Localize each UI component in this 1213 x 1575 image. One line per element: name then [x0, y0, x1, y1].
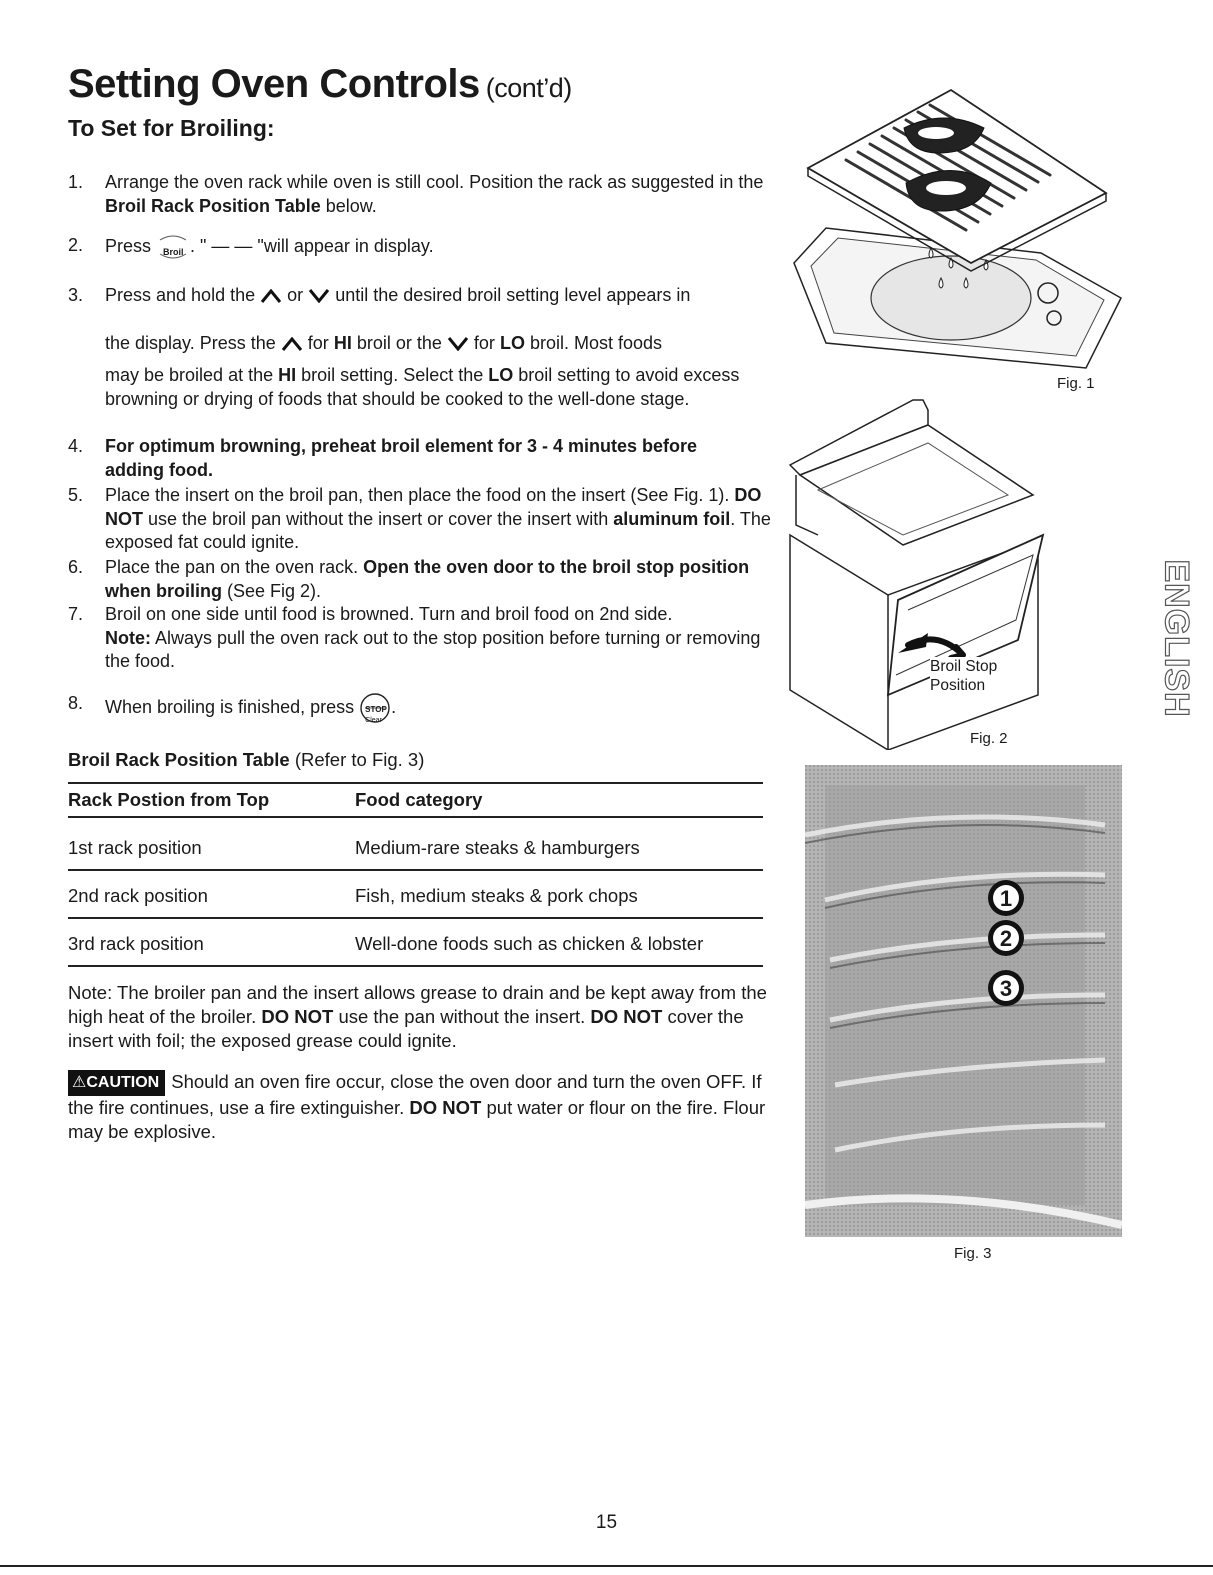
step-text-bold: Note: [105, 627, 151, 648]
table-header-cell: Rack Postion from Top [68, 789, 270, 810]
step-text-part: Broil on one side until food is browned. Turn and broil food on 2nd side. [105, 604, 673, 624]
step-text-bold: DO NOT [105, 485, 762, 529]
table-cell: Well-done foods such as chicken & lobster [355, 933, 704, 954]
table-rule [68, 965, 763, 967]
step-text-part: When broiling is finished, press [105, 696, 355, 717]
step-text [105, 171, 768, 218]
fig2-callout-line: Position [930, 677, 986, 694]
step-text-bold: For optimum browning, preheat broil element for 3 - 4 minutes before adding food. [105, 436, 698, 480]
step-text-part: for [473, 333, 495, 353]
step-text-part: use the broil pan without the insert or cover the insert with [143, 508, 614, 529]
table-header-cell: Food category [355, 789, 483, 810]
step-text-part: Always pull the oven rack out to the stop position before turning or removing the food. [105, 627, 761, 671]
table-rule [68, 869, 763, 871]
note-paragraph [68, 981, 768, 1053]
step-text-part: Place the pan on the oven rack. [105, 557, 364, 577]
step-number: 1. [68, 172, 84, 192]
table-caption-text: (Refer to Fig. 3) [289, 749, 425, 770]
step-text-part: or [287, 285, 304, 305]
up-arrow-icon [281, 337, 303, 351]
stop-key-label: STOP [365, 705, 387, 714]
step-8 [68, 692, 768, 724]
step-text-bold: Broil Rack Position Table [105, 195, 321, 216]
step-text [105, 484, 773, 555]
table-cell: Fish, medium steaks & pork chops [355, 885, 638, 906]
step-number: 6. [68, 557, 84, 577]
fig2-label: Fig. 2 [970, 730, 1008, 747]
rack-marker-3 [986, 968, 1026, 1008]
table-cell: 1st rack position [68, 837, 202, 858]
language-side-tab-label: ENGLISH [1157, 559, 1196, 718]
step-text-part: for [307, 333, 329, 353]
broil-key-icon [156, 234, 190, 260]
step-text-bold: LO [488, 365, 514, 385]
step-3 [68, 284, 788, 308]
note-text: cover the insert with foil; the exposed grease could ignite. [68, 1006, 744, 1051]
step-text-part: may be broiled at the [105, 365, 274, 385]
step-text-part: . [391, 696, 397, 717]
step-1 [68, 171, 768, 218]
table-cell: Medium-rare steaks & hamburgers [355, 837, 640, 858]
step-text-part: . " — — "will appear in display. [190, 235, 434, 256]
table-rule [68, 782, 763, 784]
note-bold: DO NOT [590, 1006, 663, 1027]
step-text [105, 234, 768, 260]
bottom-rule [0, 1565, 1213, 1567]
down-arrow-icon [308, 289, 330, 303]
table-rule [68, 917, 763, 919]
fig1-broil-pan-illustration [786, 88, 1131, 388]
step-2 [68, 234, 768, 260]
step-text-part: below. [320, 195, 377, 216]
language-side-tab [1156, 559, 1196, 718]
section-subtitle: To Set for Broiling: [68, 115, 275, 141]
table-cell: 3rd rack position [68, 933, 204, 954]
step-text-part: the display. Press the [105, 333, 276, 353]
page-title [68, 62, 572, 107]
table-rule [68, 816, 763, 818]
caution-badge-label: CAUTION [86, 1074, 160, 1091]
step-text-bold: Open the oven door to the broil stop position when broiling [105, 557, 750, 601]
rack-marker-1 [986, 878, 1026, 918]
step-text-bold: HI [278, 365, 297, 385]
note-bold: DO NOT [261, 1006, 334, 1027]
down-arrow-icon [447, 337, 469, 351]
step-text-part: broil or the [356, 333, 442, 353]
rack-marker-label: 3 [999, 976, 1013, 1001]
step-text-part: broil. Most foods [529, 333, 663, 353]
fig2-callout [930, 657, 997, 695]
step-text-part: until the desired broil setting level appears in [335, 285, 691, 305]
rack-marker-label: 1 [999, 886, 1013, 911]
rack-marker-2 [986, 918, 1026, 958]
step-text-line [105, 364, 783, 411]
step-text-part: Place the insert on the broil pan, then place the food on the insert (See Fig. 1). [105, 485, 735, 505]
caution-text: Should an oven fire occur, close the oven door and turn the oven OFF. If the fire continues, use a fire extinguisher. [68, 1071, 762, 1118]
step-number: 8. [68, 693, 84, 713]
table-caption [68, 749, 424, 771]
step-text [105, 603, 768, 674]
step-text [105, 692, 768, 724]
table-cell: 2nd rack position [68, 885, 208, 906]
warning-triangle-icon: ⚠ [72, 1074, 87, 1091]
caution-paragraph [68, 1070, 768, 1144]
step-number: 3. [68, 285, 84, 305]
fig3-oven-rack-photo [805, 765, 1122, 1237]
step-text-part: (See Fig 2). [222, 580, 322, 601]
fig2-range-illustration [788, 395, 1048, 750]
title-suffix: (cont’d) [485, 73, 572, 103]
fig2-callout-line: Broil Stop [930, 658, 998, 675]
table-caption-bold: Broil Rack Position Table [68, 749, 290, 770]
step-number: 5. [68, 485, 84, 505]
step-text-bold: aluminum foil [613, 508, 731, 529]
fig3-label: Fig. 3 [954, 1245, 992, 1262]
step-number: 7. [68, 604, 84, 624]
step-text [105, 556, 758, 603]
step-text-line [105, 332, 768, 356]
step-number: 2. [68, 235, 84, 255]
step-text-part: broil setting. Select the [301, 365, 484, 385]
caution-bold: DO NOT [409, 1097, 482, 1118]
step-number: 4. [68, 436, 84, 456]
step-3-line-3 [68, 364, 783, 411]
broil-key-label: Broil [163, 247, 184, 257]
step-3-line-2 [68, 332, 768, 356]
step-text-part: Press and hold the [105, 285, 256, 305]
step-6 [68, 556, 758, 603]
caution-badge [68, 1070, 165, 1096]
fig1-label: Fig. 1 [1057, 375, 1095, 392]
note-text: Note: The broiler pan and the insert allows grease to drain and be kept away from the high heat of the broiler. [68, 982, 767, 1027]
rack-marker-label: 2 [999, 926, 1013, 951]
stop-clear-key-icon [359, 692, 391, 724]
step-5 [68, 484, 773, 555]
page-number: 15 [595, 1512, 618, 1533]
step-text-bold: HI [333, 333, 352, 353]
step-text-part: . The exposed fat could ignite. [105, 508, 771, 552]
up-arrow-icon [260, 289, 282, 303]
note-text: use the pan without the insert. [333, 1006, 591, 1027]
step-4 [68, 435, 758, 482]
title-text: Setting Oven Controls [68, 62, 480, 106]
caution-text: put water or flour on the fire. Flour may be explosive. [68, 1097, 766, 1142]
step-text-part: Press [105, 235, 152, 256]
step-text-line [105, 284, 788, 308]
step-text-bold: LO [499, 333, 525, 353]
step-text-part: Arrange the oven rack while oven is still cool. Position the rack as suggested in the [105, 172, 764, 192]
clear-key-label: Clear [365, 717, 382, 724]
step-text-part: broil setting to avoid excess browning or drying of foods that should be cooked to the well-done stage. [105, 365, 740, 409]
step-7 [68, 603, 768, 674]
